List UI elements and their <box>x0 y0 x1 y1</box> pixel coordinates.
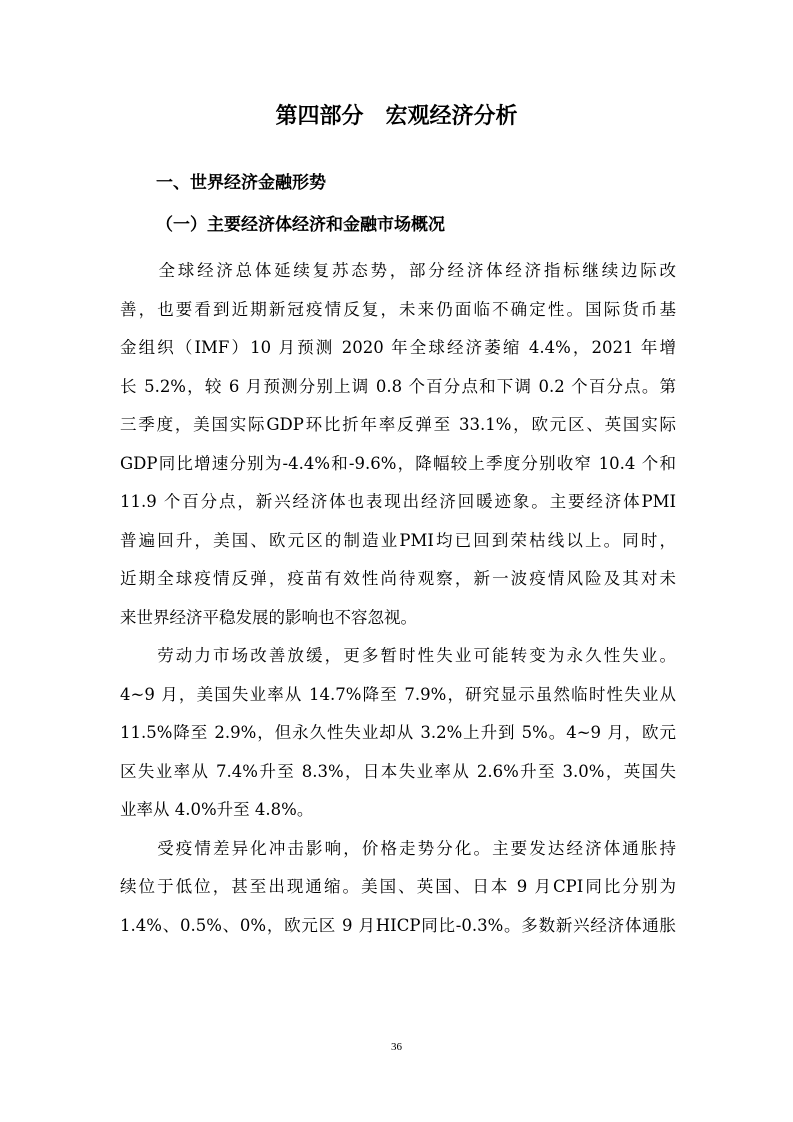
text-line: 普遍回升，美国、欧元区的制造业PMI均已回到荣枯线以上。同时， <box>120 530 676 550</box>
paragraph-recovery <box>120 252 676 637</box>
page-title: 第四部分 宏观经济分析 <box>275 104 518 129</box>
text-line: 11.5%降至 2.9%，但永久性失业却从 3.2%上升到 5%。4~9 月，欧元 <box>120 723 676 742</box>
text-line: 11.9 个百分点，新兴经济体也表现出经济回暖迹象。主要经济体PMI <box>120 492 676 511</box>
text-line: 受疫情差异化冲击影响，价格走势分化。主要发达经济体通胀持 <box>120 838 676 858</box>
text-line: 来世界经济平稳发展的影响也不容忽视。 <box>120 607 417 627</box>
text-line: 劳动力市场改善放缓，更多暂时性失业可能转变为永久性失业。 <box>120 646 676 665</box>
text-line: 金组织（IMF）10 月预测 2020 年全球经济萎缩 4.4%，2021 年增 <box>120 338 676 357</box>
paragraph-labor-market <box>120 637 676 830</box>
text-line: 长 5.2%，较 6 月预测分别上调 0.8 个百分点和下调 0.2 个百分点。第 <box>120 376 676 396</box>
page-number: 36 <box>391 1041 402 1053</box>
text-line: 全球经济总体延续复苏态势，部分经济体经济指标继续边际改 <box>120 261 676 280</box>
subsection-heading: （一）主要经济体经济和金融市场概况 <box>156 215 445 235</box>
text-line: 三季度，美国实际GDP环比折年率反弹至 33.1%，欧元区、英国实际 <box>120 415 676 434</box>
body-text <box>120 252 676 945</box>
text-line: 4~9 月，美国失业率从 14.7%降至 7.9%，研究显示虽然临时性失业从 <box>120 684 676 704</box>
text-line: 1.4%、0.5%、0%，欧元区 9 月HICP同比-0.3%。多数新兴经济体通胀 <box>120 915 676 935</box>
section-heading: 一、世界经济金融形势 <box>156 173 326 193</box>
text-line: 区失业率从 7.4%升至 8.3%，日本失业率从 2.6%升至 3.0%，英国失 <box>120 761 676 781</box>
text-line: 近期全球疫情反弹，疫苗有效性尚待观察，新一波疫情风险及其对未 <box>120 569 676 588</box>
text-line: 续位于低位，甚至出现通缩。美国、英国、日本 9 月CPI同比分别为 <box>120 877 676 896</box>
text-line: GDP同比增速分别为-4.4%和-9.6%，降幅较上季度分别收窄 10.4 个和 <box>120 453 676 473</box>
paragraph-prices <box>120 830 676 946</box>
text-line: 业率从 4.0%升至 4.8%。 <box>120 800 314 819</box>
text-line: 善，也要看到近期新冠疫情反复，未来仍面临不确定性。国际货币基 <box>120 299 676 319</box>
